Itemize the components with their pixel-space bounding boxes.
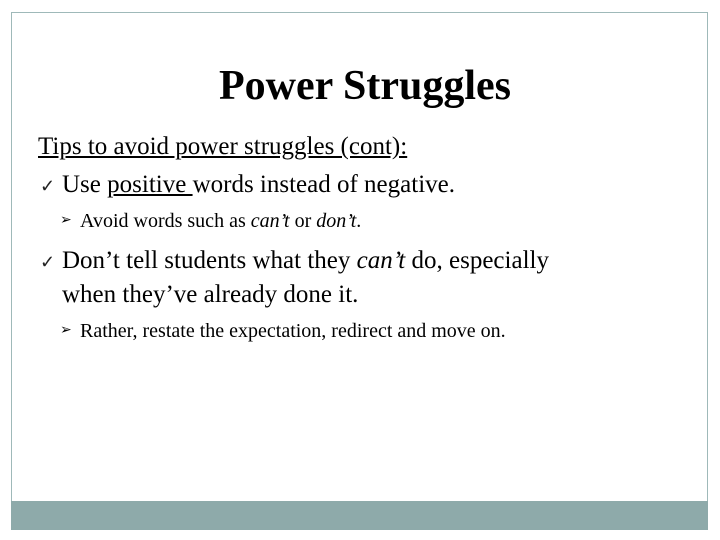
subbullet-text: Avoid words such as can’t or don’t. xyxy=(80,210,362,232)
footer-bar xyxy=(11,501,708,530)
bullet-text: Use positive words instead of negative. xyxy=(62,171,455,198)
bullet-text: Don’t tell students what they can’t do, especially xyxy=(62,247,549,274)
bullet-text-continued: when they’ve already done it. xyxy=(62,281,359,308)
slide-heading: Tips to avoid power struggles (cont): xyxy=(38,133,408,160)
check-icon: ✓ xyxy=(40,176,56,196)
arrow-icon: ➢ xyxy=(60,213,72,228)
subbullet-text: Rather, restate the expectation, redirect and move on. xyxy=(80,320,506,342)
slide-title: Power Struggles xyxy=(218,63,511,109)
arrow-icon: ➢ xyxy=(60,323,72,338)
check-icon: ✓ xyxy=(40,252,56,272)
